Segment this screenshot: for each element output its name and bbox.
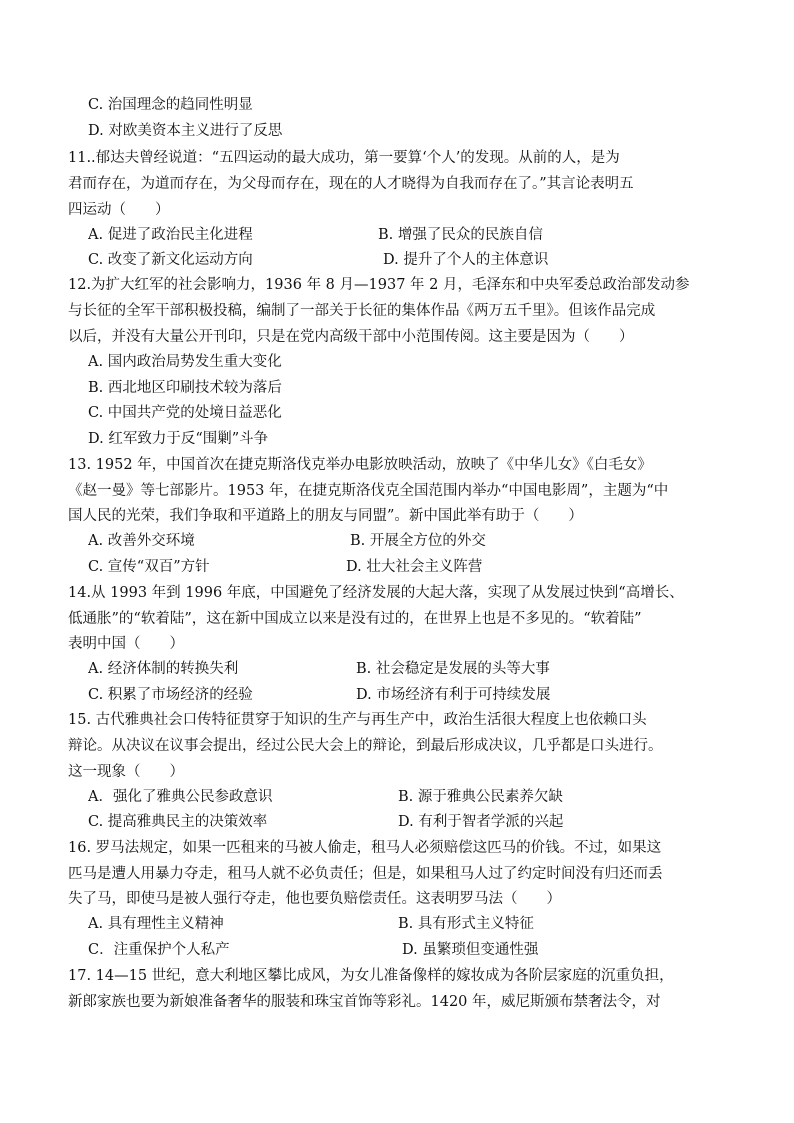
q10-option-d: D. 对欧美资本主义进行了反思 <box>88 123 283 139</box>
q17-stem-2: 新郎家族也要为新娘准备奢华的服装和珠宝首饰等彩礼。1420 年，威尼斯颁布禁奢法令，对 <box>68 994 661 1010</box>
q16-stem-2: 匹马是遭人用暴力夺走，租马人就不必负责任；但是，如果租马人过了约定时间没有归还而丢 <box>68 866 663 882</box>
q15-stem-2: 辩论。从决议在议事会提出，经过公民大会上的辩论，到最后形成决议，几乎都是口头进行。 <box>68 738 663 754</box>
q11-option-a: A. 促进了政治民主化进程 <box>88 227 253 243</box>
q16-stem-1: 16. 罗马法规定，如果一匹租来的马被人偷走，租马人必须赔偿这匹马的价钱。不过，如果这 <box>68 840 662 856</box>
q13-stem-1: 13. 1952 年，中国首次在捷克斯洛伐克举办电影放映活动，放映了《中华儿女》《白毛女》 <box>68 457 652 473</box>
q16-option-a: A. 具有理性主义精神 <box>88 916 224 932</box>
q14-options-row-2 <box>88 682 748 708</box>
q13-stem-2: 《赵一曼》等七部影片。1953 年，在捷克斯洛伐克全国范围内举办“中国电影周”，主题为“中 <box>68 483 669 499</box>
q10-option-c: C. 治国理念的趋同性明显 <box>88 97 253 113</box>
q11-stem-3: 四运动（ ） <box>68 202 170 218</box>
q11-options-row-2 <box>88 247 748 273</box>
q13-options-row-1 <box>88 528 748 554</box>
q14-options-row-1 <box>88 656 748 682</box>
q11-option-c: C. 改变了新文化运动方向 <box>88 252 253 268</box>
q12-stem-3: 以后，并没有大量公开刊印，只是在党内高级干部中小范围传阅。这主要是因为（ ） <box>68 329 634 345</box>
q15-options-row-1 <box>88 784 748 810</box>
q14-option-c: C. 积累了市场经济的经验 <box>88 687 253 703</box>
q12-stem-2: 与长征的全军干部积极投稿，编制了一部关于长征的集体作品《两万五千里》。但该作品完成 <box>68 303 656 319</box>
q15-option-a: A．强化了雅典公民参政意识 <box>88 789 273 805</box>
q11-options-row-1 <box>88 222 748 248</box>
q12-option-a: A. 国内政治局势发生重大变化 <box>88 354 282 370</box>
q11-stem-2: 君而存在，为道而存在，为父母而存在，现在的人才晓得为自我而存在了。”其言论表明五 <box>68 176 634 192</box>
q12-stem-1: 12.为扩大红军的社会影响力，1936 年 8 月—1937 年 2 月，毛泽东和中央军委总政治部发动参 <box>68 277 690 293</box>
q14-option-a: A. 经济体制的转换失利 <box>88 661 239 677</box>
q13-option-c: C. 宣传“双百”方针 <box>88 559 210 575</box>
q13-stem-3: 国人民的光荣，我们争取和平道路上的朋友与同盟”。新中国此举有助于（ ） <box>68 508 583 524</box>
q17-stem-1: 17. 14—15 世纪，意大利地区攀比成风，为女儿准备像样的嫁妆成为各阶层家庭的沉重负担， <box>68 968 674 984</box>
q16-stem-3: 失了马，即使马是被人强行夺走，他也要负赔偿责任。这表明罗马法（ ） <box>68 891 561 907</box>
q15-option-c: C. 提高雅典民主的决策效率 <box>88 814 268 830</box>
q12-option-b: B. 西北地区印刷技术较为落后 <box>88 380 282 396</box>
q15-stem-1: 15. 古代雅典社会口传特征贯穿于知识的生产与再生产中，政治生活很大程度上也依赖口头 <box>68 712 647 728</box>
q13-option-a: A. 改善外交环境 <box>88 533 195 549</box>
q14-stem-2: 低通胀”的“软着陆”，这在新中国成立以来是没有过的，在世界上也是不多见的。“软着陆” <box>68 611 642 627</box>
q16-option-c: C．注重保护个人私产 <box>88 942 230 958</box>
q16-option-d: D. 虽繁琐但变通性强 <box>402 942 539 958</box>
q15-option-b: B. 源于雅典公民素养欠缺 <box>398 789 563 805</box>
q11-stem-1: 11..郁达夫曾经说道：“五四运动的最大成功，第一要算‘个人’的发现。从前的人，是为 <box>68 150 620 166</box>
q16-option-b: B. 具有形式主义特征 <box>398 916 534 932</box>
q15-options-row-2 <box>88 809 748 835</box>
q16-options-row-2 <box>88 937 748 963</box>
q12-option-d: D. 红军致力于反“围剿”斗争 <box>88 431 269 447</box>
q13-option-d: D. 壮大社会主义阵营 <box>346 559 483 575</box>
q14-stem-1: 14.从 1993 年到 1996 年底，中国避免了经济发展的大起大落，实现了从发展过快到“高增长、 <box>68 585 684 601</box>
q15-option-d: D. 有利于智者学派的兴起 <box>398 814 564 830</box>
q12-option-c: C. 中国共产党的处境日益恶化 <box>88 405 282 421</box>
q13-option-b: B. 开展全方位的外交 <box>350 533 486 549</box>
q11-option-d: D. 提升了个人的主体意识 <box>383 252 549 268</box>
q14-option-d: D. 市场经济有利于可持续发展 <box>356 687 551 703</box>
q16-options-row-1 <box>88 911 748 937</box>
q13-options-row-2 <box>88 554 748 580</box>
q11-option-b: B. 增强了民众的民族自信 <box>378 227 543 243</box>
q15-stem-3: 这一现象（ ） <box>68 764 184 780</box>
q14-option-b: B. 社会稳定是发展的头等大事 <box>356 661 550 677</box>
q14-stem-3: 表明中国（ ） <box>68 636 184 652</box>
